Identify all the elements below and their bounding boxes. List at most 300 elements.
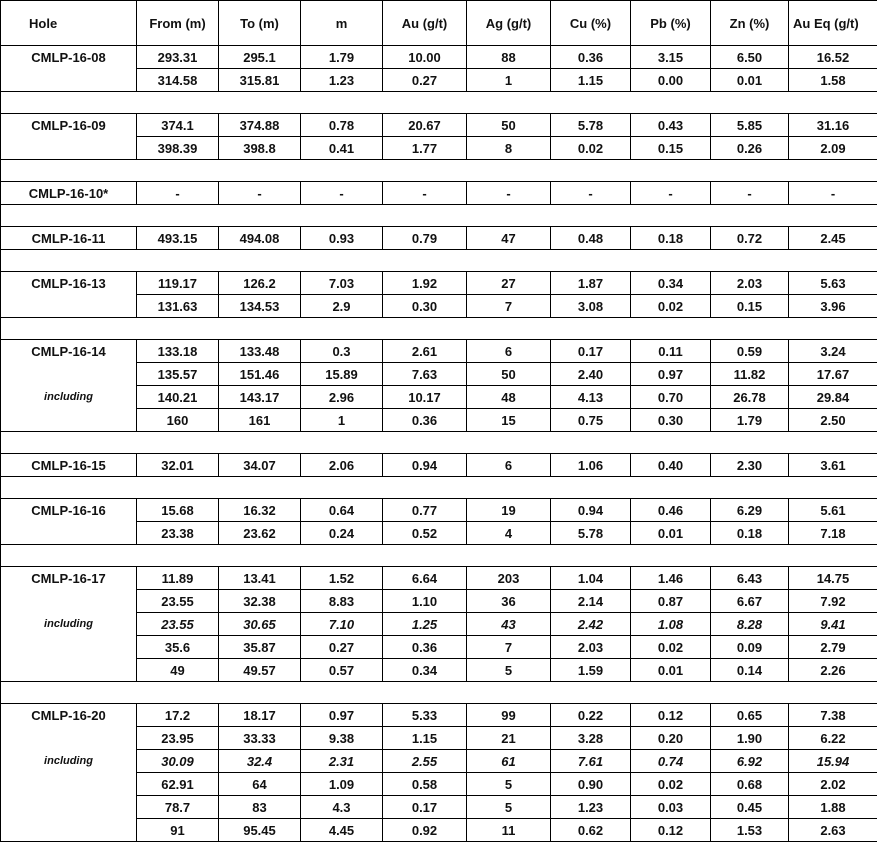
zn-cell: 6.50 (711, 46, 789, 69)
to-cell: 32.38 (219, 590, 301, 613)
ag-cell: 11 (467, 819, 551, 842)
au-cell: 1.15 (383, 727, 467, 750)
ag-cell: 15 (467, 409, 551, 432)
to-cell: 295.1 (219, 46, 301, 69)
m-cell: 0.93 (301, 227, 383, 250)
cu-cell: 4.13 (551, 386, 631, 409)
cu-cell: 0.36 (551, 46, 631, 69)
header-au-eq: Au Eq (g/t) (789, 1, 877, 46)
ag-cell: 6 (467, 454, 551, 477)
pb-cell: 0.97 (631, 363, 711, 386)
to-cell: 32.4 (219, 750, 301, 773)
header-from: From (m) (137, 1, 219, 46)
au-eq-cell: 7.18 (789, 522, 877, 545)
au-eq-cell: 2.79 (789, 636, 877, 659)
au-eq-cell: 14.75 (789, 567, 877, 590)
au-eq-cell: 7.92 (789, 590, 877, 613)
au-eq-cell: 3.96 (789, 295, 877, 318)
hole-id (1, 409, 137, 432)
ag-cell: 50 (467, 363, 551, 386)
au-cell: 0.79 (383, 227, 467, 250)
cu-cell: 0.94 (551, 499, 631, 522)
to-cell: 133.48 (219, 340, 301, 363)
m-cell: 1.52 (301, 567, 383, 590)
pb-cell: 0.20 (631, 727, 711, 750)
hole-id (1, 659, 137, 682)
cu-cell: 0.62 (551, 819, 631, 842)
zn-cell: 1.53 (711, 819, 789, 842)
cu-cell: 1.15 (551, 69, 631, 92)
au-cell: 0.36 (383, 636, 467, 659)
separator-cell (1, 160, 877, 182)
cu-cell: 2.42 (551, 613, 631, 636)
hole-id (1, 727, 137, 750)
au-cell: 0.17 (383, 796, 467, 819)
ag-cell: 5 (467, 796, 551, 819)
table-row (1, 114, 877, 137)
m-cell: 1.23 (301, 69, 383, 92)
pb-cell: 0.03 (631, 796, 711, 819)
au-cell: 10.17 (383, 386, 467, 409)
separator-cell (1, 682, 877, 704)
au-cell: 0.27 (383, 69, 467, 92)
pb-cell: 1.46 (631, 567, 711, 590)
to-cell: 143.17 (219, 386, 301, 409)
including-label: including (1, 750, 137, 773)
cu-cell: 7.61 (551, 750, 631, 773)
m-cell: 2.96 (301, 386, 383, 409)
cu-cell: 1.23 (551, 796, 631, 819)
cu-cell: 3.08 (551, 295, 631, 318)
ag-cell: 27 (467, 272, 551, 295)
table-body (1, 1, 877, 842)
header-m: m (301, 1, 383, 46)
hole-id: CMLP-16-20 (1, 704, 137, 727)
from-cell: 23.38 (137, 522, 219, 545)
from-cell: 135.57 (137, 363, 219, 386)
table-row (1, 499, 877, 522)
au-cell: 20.67 (383, 114, 467, 137)
au-cell: 0.58 (383, 773, 467, 796)
table-row (1, 796, 877, 819)
au-eq-cell: 5.61 (789, 499, 877, 522)
ag-cell: 50 (467, 114, 551, 137)
from-cell: 91 (137, 819, 219, 842)
cu-cell: 0.02 (551, 137, 631, 160)
cu-cell: 0.17 (551, 340, 631, 363)
to-cell: 315.81 (219, 69, 301, 92)
m-cell: 0.24 (301, 522, 383, 545)
au-cell: 0.94 (383, 454, 467, 477)
from-cell: 293.31 (137, 46, 219, 69)
group-separator (1, 682, 877, 704)
separator-cell (1, 545, 877, 567)
from-cell: 493.15 (137, 227, 219, 250)
to-cell: 49.57 (219, 659, 301, 682)
cu-cell: 0.90 (551, 773, 631, 796)
m-cell: 0.3 (301, 340, 383, 363)
cu-cell: 3.28 (551, 727, 631, 750)
from-cell: 35.6 (137, 636, 219, 659)
from-cell: 15.68 (137, 499, 219, 522)
from-cell: 133.18 (137, 340, 219, 363)
au-cell: 2.55 (383, 750, 467, 773)
au-eq-cell: 2.26 (789, 659, 877, 682)
header-cu: Cu (%) (551, 1, 631, 46)
au-cell: 1.25 (383, 613, 467, 636)
to-cell: 35.87 (219, 636, 301, 659)
header-to: To (m) (219, 1, 301, 46)
hole-id (1, 636, 137, 659)
from-cell: 62.91 (137, 773, 219, 796)
au-cell: 0.52 (383, 522, 467, 545)
zn-cell: 6.67 (711, 590, 789, 613)
au-eq-cell: 2.63 (789, 819, 877, 842)
cu-cell: 0.48 (551, 227, 631, 250)
pb-cell: 0.15 (631, 137, 711, 160)
table-row (1, 522, 877, 545)
hole-id: CMLP-16-16 (1, 499, 137, 522)
zn-cell: 6.43 (711, 567, 789, 590)
pb-cell: 0.00 (631, 69, 711, 92)
zn-cell: 5.85 (711, 114, 789, 137)
zn-cell: 0.18 (711, 522, 789, 545)
au-eq-cell: - (789, 182, 877, 205)
including-label: including (1, 613, 137, 636)
header-hole: Hole (1, 1, 137, 46)
table-row (1, 137, 877, 160)
zn-cell: 0.09 (711, 636, 789, 659)
ag-cell: 43 (467, 613, 551, 636)
au-cell: 0.36 (383, 409, 467, 432)
ag-cell: 203 (467, 567, 551, 590)
to-cell: 30.65 (219, 613, 301, 636)
pb-cell: 0.02 (631, 636, 711, 659)
ag-cell: 61 (467, 750, 551, 773)
au-cell: 0.92 (383, 819, 467, 842)
zn-cell: 0.01 (711, 69, 789, 92)
hole-id: CMLP-16-09 (1, 114, 137, 137)
ag-cell: 7 (467, 636, 551, 659)
separator-cell (1, 318, 877, 340)
pb-cell: 3.15 (631, 46, 711, 69)
hole-id (1, 590, 137, 613)
from-cell: 119.17 (137, 272, 219, 295)
zn-cell: 1.79 (711, 409, 789, 432)
cu-cell: 2.03 (551, 636, 631, 659)
zn-cell: 8.28 (711, 613, 789, 636)
from-cell: - (137, 182, 219, 205)
to-cell: 18.17 (219, 704, 301, 727)
zn-cell: 11.82 (711, 363, 789, 386)
pb-cell: 0.70 (631, 386, 711, 409)
zn-cell: 2.03 (711, 272, 789, 295)
to-cell: 494.08 (219, 227, 301, 250)
au-cell: - (383, 182, 467, 205)
group-separator (1, 432, 877, 454)
table-row (1, 272, 877, 295)
pb-cell: 0.34 (631, 272, 711, 295)
hole-id (1, 69, 137, 92)
table-row (1, 227, 877, 250)
m-cell: 7.10 (301, 613, 383, 636)
to-cell: 151.46 (219, 363, 301, 386)
au-cell: 0.34 (383, 659, 467, 682)
from-cell: 131.63 (137, 295, 219, 318)
table-row (1, 340, 877, 363)
ag-cell: 88 (467, 46, 551, 69)
cu-cell: 1.87 (551, 272, 631, 295)
cu-cell: 0.75 (551, 409, 631, 432)
pb-cell: 0.87 (631, 590, 711, 613)
table-row (1, 454, 877, 477)
zn-cell: 2.30 (711, 454, 789, 477)
m-cell: 15.89 (301, 363, 383, 386)
hole-id: CMLP-16-14 (1, 340, 137, 363)
ag-cell: 47 (467, 227, 551, 250)
hole-id: CMLP-16-17 (1, 567, 137, 590)
hole-id: CMLP-16-08 (1, 46, 137, 69)
cu-cell: 1.04 (551, 567, 631, 590)
table-row (1, 727, 877, 750)
pb-cell: 0.01 (631, 522, 711, 545)
cu-cell: - (551, 182, 631, 205)
zn-cell: 0.68 (711, 773, 789, 796)
au-eq-cell: 5.63 (789, 272, 877, 295)
header-ag: Ag (g/t) (467, 1, 551, 46)
hole-id (1, 363, 137, 386)
to-cell: 126.2 (219, 272, 301, 295)
ag-cell: 36 (467, 590, 551, 613)
au-eq-cell: 2.45 (789, 227, 877, 250)
au-cell: 1.77 (383, 137, 467, 160)
au-eq-cell: 7.38 (789, 704, 877, 727)
m-cell: 0.27 (301, 636, 383, 659)
zn-cell: 6.92 (711, 750, 789, 773)
zn-cell: 0.14 (711, 659, 789, 682)
m-cell: 9.38 (301, 727, 383, 750)
m-cell: 4.45 (301, 819, 383, 842)
pb-cell: 0.74 (631, 750, 711, 773)
hole-id (1, 137, 137, 160)
m-cell: 1 (301, 409, 383, 432)
zn-cell: 0.72 (711, 227, 789, 250)
from-cell: 23.55 (137, 590, 219, 613)
separator-cell (1, 250, 877, 272)
hole-id (1, 796, 137, 819)
pb-cell: 0.12 (631, 704, 711, 727)
zn-cell: 0.65 (711, 704, 789, 727)
table-row (1, 636, 877, 659)
from-cell: 11.89 (137, 567, 219, 590)
ag-cell: 99 (467, 704, 551, 727)
to-cell: 16.32 (219, 499, 301, 522)
header-pb: Pb (%) (631, 1, 711, 46)
au-cell: 1.92 (383, 272, 467, 295)
to-cell: 374.88 (219, 114, 301, 137)
to-cell: 134.53 (219, 295, 301, 318)
pb-cell: 0.30 (631, 409, 711, 432)
au-cell: 2.61 (383, 340, 467, 363)
au-eq-cell: 17.67 (789, 363, 877, 386)
group-separator (1, 545, 877, 567)
cu-cell: 0.22 (551, 704, 631, 727)
pb-cell: 0.02 (631, 773, 711, 796)
to-cell: 34.07 (219, 454, 301, 477)
from-cell: 160 (137, 409, 219, 432)
table-row (1, 295, 877, 318)
separator-cell (1, 477, 877, 499)
from-cell: 314.58 (137, 69, 219, 92)
au-cell: 10.00 (383, 46, 467, 69)
au-cell: 7.63 (383, 363, 467, 386)
ag-cell: 8 (467, 137, 551, 160)
table-row (1, 69, 877, 92)
hole-id: CMLP-16-11 (1, 227, 137, 250)
table-row (1, 750, 877, 773)
hole-id: CMLP-16-15 (1, 454, 137, 477)
table-row (1, 704, 877, 727)
hole-id: CMLP-16-10* (1, 182, 137, 205)
table-row (1, 567, 877, 590)
cu-cell: 1.06 (551, 454, 631, 477)
m-cell: 0.41 (301, 137, 383, 160)
zn-cell: 0.45 (711, 796, 789, 819)
table-row (1, 613, 877, 636)
group-separator (1, 477, 877, 499)
m-cell: 2.9 (301, 295, 383, 318)
from-cell: 17.2 (137, 704, 219, 727)
zn-cell: 6.29 (711, 499, 789, 522)
au-eq-cell: 31.16 (789, 114, 877, 137)
to-cell: 64 (219, 773, 301, 796)
cu-cell: 2.40 (551, 363, 631, 386)
to-cell: 13.41 (219, 567, 301, 590)
cu-cell: 2.14 (551, 590, 631, 613)
group-separator (1, 160, 877, 182)
to-cell: 95.45 (219, 819, 301, 842)
m-cell: - (301, 182, 383, 205)
from-cell: 140.21 (137, 386, 219, 409)
from-cell: 23.95 (137, 727, 219, 750)
to-cell: 398.8 (219, 137, 301, 160)
ag-cell: - (467, 182, 551, 205)
table-row (1, 46, 877, 69)
from-cell: 23.55 (137, 613, 219, 636)
hole-id (1, 522, 137, 545)
zn-cell: 1.90 (711, 727, 789, 750)
pb-cell: 1.08 (631, 613, 711, 636)
m-cell: 0.64 (301, 499, 383, 522)
from-cell: 32.01 (137, 454, 219, 477)
m-cell: 0.78 (301, 114, 383, 137)
hole-id (1, 773, 137, 796)
pb-cell: 0.40 (631, 454, 711, 477)
separator-cell (1, 92, 877, 114)
au-eq-cell: 2.50 (789, 409, 877, 432)
zn-cell: 0.26 (711, 137, 789, 160)
zn-cell: 26.78 (711, 386, 789, 409)
au-cell: 1.10 (383, 590, 467, 613)
group-separator (1, 92, 877, 114)
header-zn: Zn (%) (711, 1, 789, 46)
header-au: Au (g/t) (383, 1, 467, 46)
pb-cell: 0.43 (631, 114, 711, 137)
to-cell: - (219, 182, 301, 205)
cu-cell: 5.78 (551, 114, 631, 137)
m-cell: 7.03 (301, 272, 383, 295)
au-eq-cell: 9.41 (789, 613, 877, 636)
au-eq-cell: 3.61 (789, 454, 877, 477)
table-row (1, 409, 877, 432)
au-cell: 5.33 (383, 704, 467, 727)
from-cell: 374.1 (137, 114, 219, 137)
to-cell: 23.62 (219, 522, 301, 545)
hole-id (1, 295, 137, 318)
table-row (1, 659, 877, 682)
pb-cell: 0.11 (631, 340, 711, 363)
pb-cell: 0.18 (631, 227, 711, 250)
table-row (1, 182, 877, 205)
including-label: including (1, 386, 137, 409)
au-eq-cell: 2.02 (789, 773, 877, 796)
pb-cell: 0.46 (631, 499, 711, 522)
from-cell: 78.7 (137, 796, 219, 819)
header-row (1, 1, 877, 46)
pb-cell: - (631, 182, 711, 205)
ag-cell: 5 (467, 773, 551, 796)
m-cell: 2.31 (301, 750, 383, 773)
ag-cell: 19 (467, 499, 551, 522)
au-eq-cell: 6.22 (789, 727, 877, 750)
cu-cell: 1.59 (551, 659, 631, 682)
pb-cell: 0.12 (631, 819, 711, 842)
table-row (1, 386, 877, 409)
to-cell: 33.33 (219, 727, 301, 750)
ag-cell: 48 (467, 386, 551, 409)
table-row (1, 590, 877, 613)
au-cell: 6.64 (383, 567, 467, 590)
zn-cell: - (711, 182, 789, 205)
ag-cell: 5 (467, 659, 551, 682)
ag-cell: 4 (467, 522, 551, 545)
ag-cell: 21 (467, 727, 551, 750)
from-cell: 49 (137, 659, 219, 682)
from-cell: 30.09 (137, 750, 219, 773)
ag-cell: 7 (467, 295, 551, 318)
au-eq-cell: 3.24 (789, 340, 877, 363)
m-cell: 1.79 (301, 46, 383, 69)
pb-cell: 0.02 (631, 295, 711, 318)
au-eq-cell: 1.88 (789, 796, 877, 819)
to-cell: 83 (219, 796, 301, 819)
group-separator (1, 250, 877, 272)
group-separator (1, 205, 877, 227)
m-cell: 0.97 (301, 704, 383, 727)
au-eq-cell: 1.58 (789, 69, 877, 92)
au-eq-cell: 2.09 (789, 137, 877, 160)
group-separator (1, 318, 877, 340)
separator-cell (1, 205, 877, 227)
au-cell: 0.30 (383, 295, 467, 318)
au-eq-cell: 29.84 (789, 386, 877, 409)
zn-cell: 0.15 (711, 295, 789, 318)
m-cell: 0.57 (301, 659, 383, 682)
m-cell: 8.83 (301, 590, 383, 613)
au-eq-cell: 15.94 (789, 750, 877, 773)
au-cell: 0.77 (383, 499, 467, 522)
au-eq-cell: 16.52 (789, 46, 877, 69)
